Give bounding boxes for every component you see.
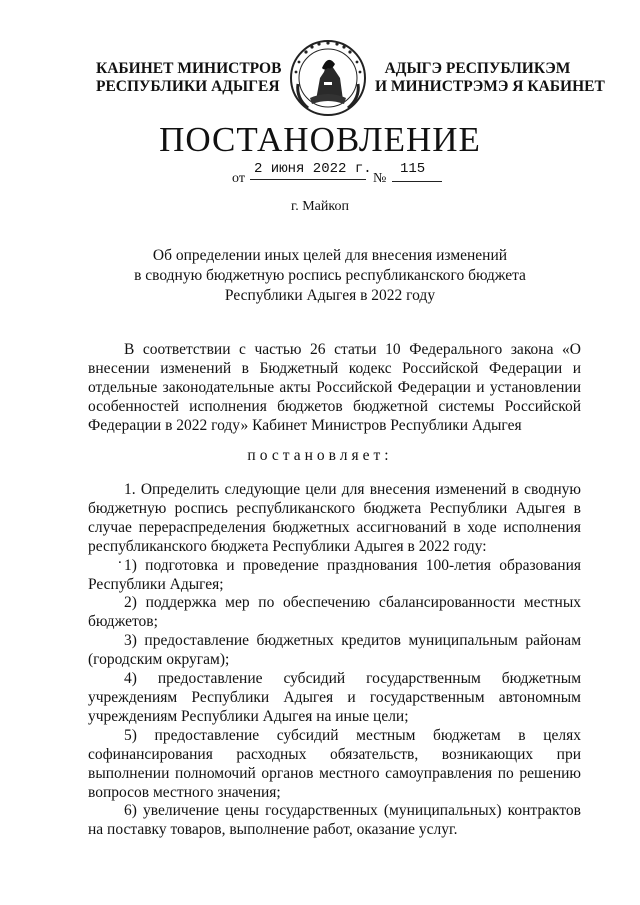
stray-mark: .	[118, 551, 122, 567]
header-left-line1: КАБИНЕТ МИНИСТРОВ	[96, 60, 282, 77]
decree-word: постановляет:	[247, 447, 393, 464]
header-right-line2: И МИНИСТРЭМЭ Я КАБИНЕТ	[375, 78, 605, 95]
header-left-line2: РЕСПУБЛИКИ АДЫГЕЯ	[96, 78, 280, 95]
list-item-1: 1) подготовка и проведение празднования 100-летия образования Республики Адыгея;	[88, 556, 581, 593]
date-prefix: от	[232, 171, 245, 186]
number-underline	[392, 181, 442, 182]
number-prefix: №	[373, 171, 387, 186]
list-item-2: 2) поддержка мер по обеспечению сбалансированности местных бюджетов;	[88, 594, 581, 631]
header-right-line1: АДЫГЭ РЕСПУБЛИКЭМ	[384, 60, 571, 77]
decree-body	[88, 481, 581, 840]
header-right-block	[375, 60, 605, 96]
list-item-4: 4) предоставление субсидий государственным бюджетным учреждениям Республики Адыгея и государственным автономным учреждениям Республики Адыгея на иные цели;	[88, 670, 581, 725]
list-item-3: 3) предоставление бюджетных кредитов муниципальным районам (городским округам);	[88, 632, 581, 669]
subject-heading	[80, 246, 580, 306]
preamble-paragraph: В соответствии с частью 26 статьи 10 Федерального закона «О внесении изменений в Бюджетный кодекс Российской Федерации и отдельные законодательные акты Российской Федерации и установлении особенностей исполнения бюджетов бюджетной системы Российской Федерации в 2022 году» Кабинет Министров Республики Адыгея	[88, 341, 581, 434]
point-1-intro: 1. Определить следующие цели для внесения изменений в сводную бюджетную роспись республиканского бюджета Республики Адыгея в случае перераспределения бюджетных ассигнований в ходе исполнения республиканского бюджета Республики Адыгея в 2022 году:	[88, 481, 581, 555]
subject-line2: в сводную бюджетную роспись республиканского бюджета	[134, 267, 526, 284]
coat-of-arms-icon	[288, 38, 368, 118]
list-item-6: 6) увеличение цены государственных (муниципальных) контрактов на поставку товаров, выполнение работ, оказание услуг.	[88, 802, 581, 839]
date-underline	[250, 179, 366, 180]
page-title: ПОСТАНОВЛЕНИЕ	[159, 120, 481, 159]
subject-line1: Об определении иных целей для внесения изменений	[152, 247, 508, 264]
city: г. Майкоп	[291, 199, 349, 214]
decree-number: 115	[400, 161, 426, 177]
preamble-block	[88, 341, 581, 436]
header-left-block	[96, 60, 281, 96]
list-item-5: 5) предоставление субсидий местным бюджетам в целях софинансирования расходных обязательств, возникающих при выполнении полномочий органов местного самоуправления по решению вопросов местного значения;	[88, 726, 581, 801]
date-value: 2 июня 2022 г.	[254, 161, 372, 177]
subject-line3: Республики Адыгея в 2022 году	[224, 287, 436, 304]
